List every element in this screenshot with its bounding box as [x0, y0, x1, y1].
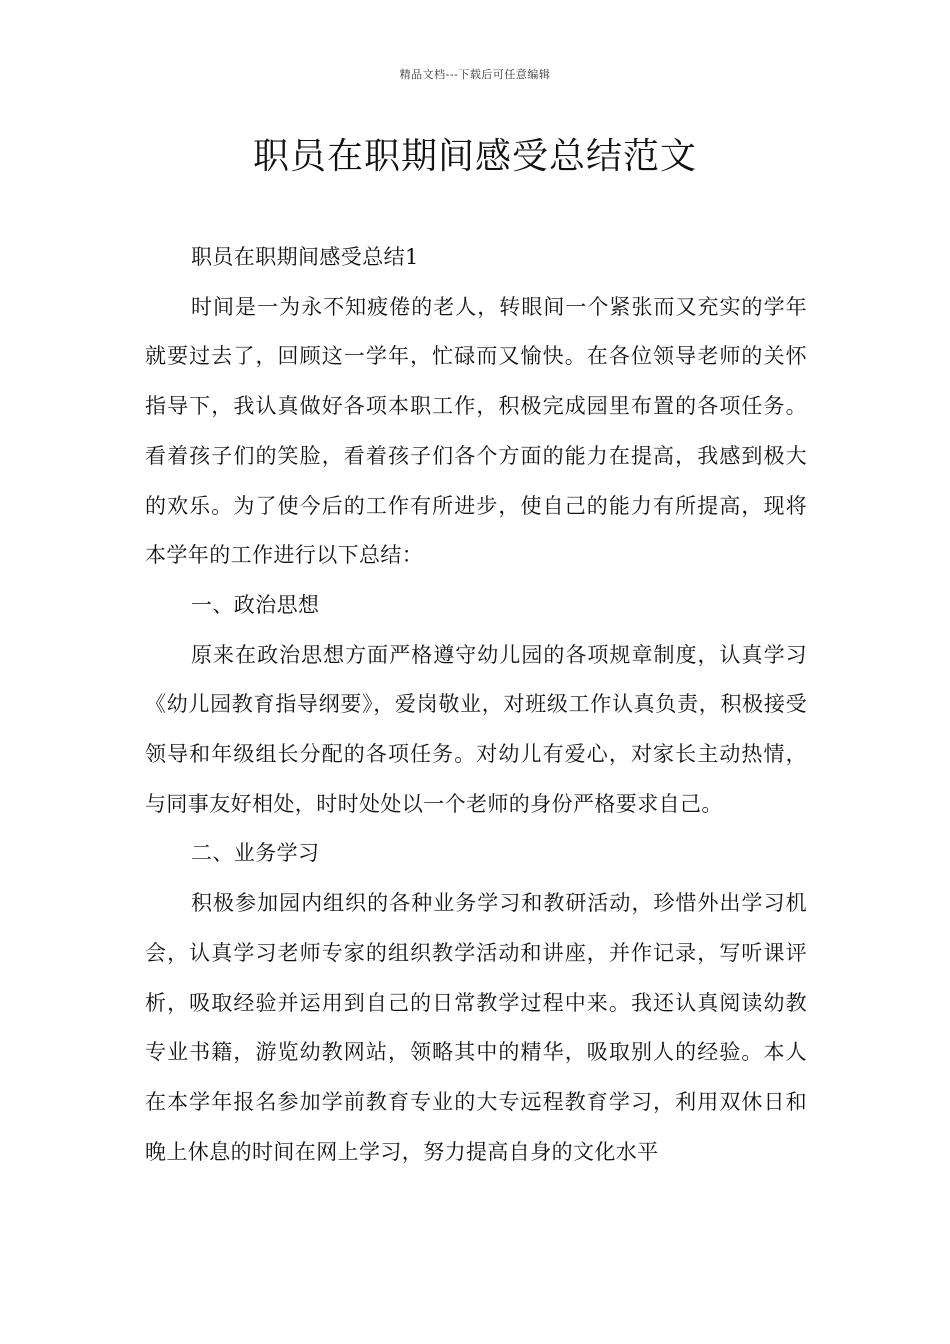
- document-body: [145, 233, 807, 1177]
- document-title: 职员在职期间感受总结范文: [252, 136, 697, 177]
- paragraph-intro: 时间是一为永不知疲倦的老人，转眼间一个紧张而又充实的学年就要过去了，回顾这一学年，忙碌而又愉快。在各位领导老师的关怀指导下，我认真做好各项本职工作，积极完成园里布置的各项任务。看着孩子们的笑脸，看着孩子们各个方面的能力在提高，我感到极大的欢乐。为了使今后的工作有所进步，使自己的能力有所提高，现将本学年的工作进行以下总结：: [145, 294, 807, 568]
- paragraph-political: 原来在政治思想方面严格遵守幼儿园的各项规章制度，认真学习《幼儿园教育指导纲要》，爱岗敬业，对班级工作认真负责，积极接受领导和年级组长分配的各项任务。对幼儿有爱心，对家长主动热情，与同事友好相处，时时处处以一个老师的身份严格要求自己。: [145, 642, 807, 816]
- section-heading-study: 二、业务学习: [191, 841, 320, 866]
- section-heading-summary-1: 职员在职期间感受总结1: [191, 245, 419, 269]
- section-heading-political: 一、政治思想: [191, 592, 320, 617]
- paragraph-study: 积极参加园内组织的各种业务学习和教研活动，珍惜外出学习机会，认真学习老师专家的组织教学活动和讲座，并作记录，写听课评析，吸取经验并运用到自己的日常教学过程中来。我还认真阅读幼教专业书籍，游览幼教网站，领略其中的精华，吸取别人的经验。本人在本学年报名参加学前教育专业的大专远程教育学习，利用双休日和晚上休息的时间在网上学习，努力提高自身的文化水平: [145, 891, 807, 1164]
- header-note: 精品文档---下载后可任意编辑: [399, 68, 551, 81]
